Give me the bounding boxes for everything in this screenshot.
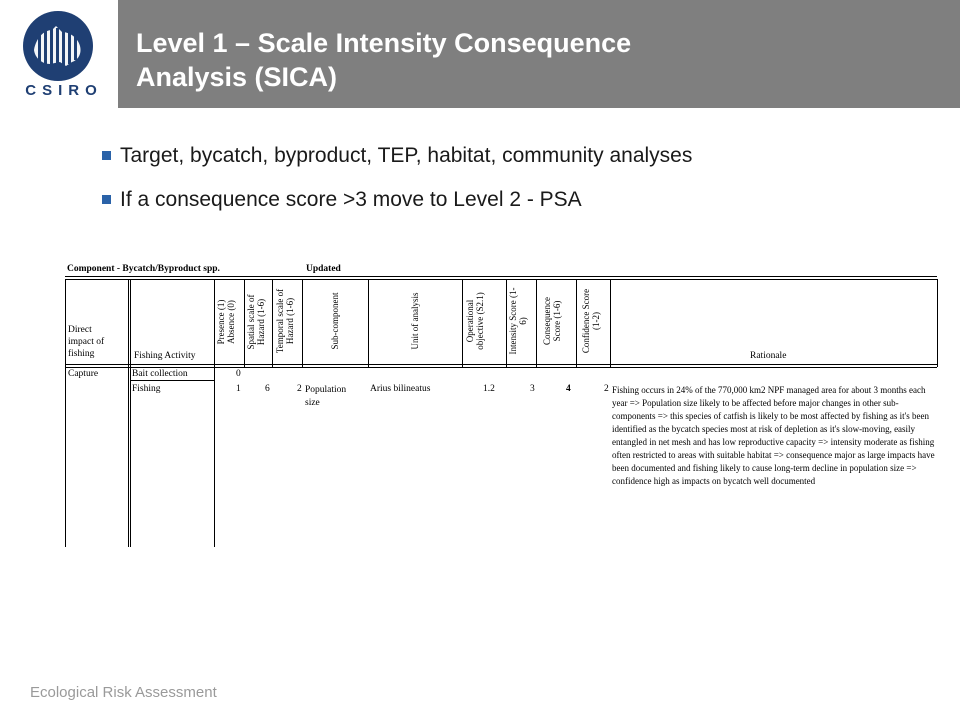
table-border — [244, 279, 245, 367]
csiro-logo — [0, 0, 118, 108]
sica-worksheet — [62, 262, 938, 548]
header-fishing-activity: Fishing Activity — [134, 351, 196, 361]
header-sub-component: Sub-component — [330, 292, 340, 350]
csiro-globe-icon — [20, 10, 96, 82]
table-border — [65, 367, 937, 368]
table-border — [576, 279, 577, 367]
title-bar — [118, 0, 960, 108]
table-border — [130, 279, 131, 547]
footer-label: Ecological Risk Assessment — [30, 684, 217, 701]
cell-impact: Capture — [68, 369, 99, 379]
cell-sub-component: Population size — [305, 385, 347, 408]
updated-label: Updated — [306, 264, 341, 274]
cell-rationale: Fishing occurs in 24% of the 770,000 km2 NPF managed area for about 3 months each year => Population size likely to be affected before major changes in other sub-components => this species of catfish is likely to be most affected by fishing as it's been identified as the bycatch species most at risk of depletion as it's slow-moving, easily entangled in net mesh and has low reproductive capacity => intensity moderate as fishing often restricted to areas with suitable habitat => consequence major as large impacts have been documented and fishing likely to cause long-term decline in population size => confidence high as impacts on bycatch well documented — [612, 385, 935, 486]
cell-spatial: 6 — [265, 384, 270, 394]
cell-temporal: 2 — [297, 384, 302, 394]
header-intensity: Intensity Score (1- 6) — [508, 287, 528, 355]
cell-intensity: 3 — [530, 384, 535, 394]
table-border — [65, 364, 937, 365]
table-border — [462, 279, 463, 367]
bullet-square-icon — [102, 151, 111, 160]
table-border — [610, 279, 611, 367]
component-label: Component - Bycatch/Byproduct spp. — [67, 264, 220, 274]
header-consequence: Consequence Score (1-6) — [542, 297, 562, 345]
table-border — [130, 380, 214, 381]
header-presence: Presence (1) Absence (0) — [216, 299, 236, 345]
table-border — [128, 279, 129, 547]
table-border — [302, 279, 303, 367]
table-border — [65, 279, 66, 547]
bullet-text: Target, bycatch, byproduct, TEP, habitat, community analyses — [120, 144, 693, 167]
header-spatial: Spatial scale of Hazard (1-6) — [246, 294, 266, 350]
table-border — [65, 276, 937, 277]
header-direct-impact: Direct impact of fishing — [68, 325, 105, 359]
header-confidence: Confidence Score (1-2) — [581, 288, 601, 354]
header-temporal: Temporal scale of Hazard (1-6) — [275, 288, 295, 354]
cell-consequence: 4 — [566, 384, 571, 394]
header-operational: Operational objective (S2.1) — [465, 292, 485, 350]
cell-presence: 1 — [236, 384, 241, 394]
cell-confidence: 2 — [604, 384, 609, 394]
table-border — [368, 279, 369, 367]
bullet-item — [100, 182, 920, 226]
cell-presence: 0 — [236, 369, 241, 379]
table-border — [65, 279, 937, 280]
table-border — [937, 279, 938, 367]
table-border — [536, 279, 537, 367]
table-border — [214, 279, 215, 547]
logo-wordmark: CSIRO — [25, 82, 103, 99]
cell-activity: Fishing — [132, 384, 161, 394]
cell-activity: Bait collection — [132, 369, 188, 379]
bullet-square-icon — [102, 195, 111, 204]
header-rationale: Rationale — [750, 351, 787, 361]
slide-title: Level 1 – Scale Intensity Consequence Analysis (SICA) — [136, 28, 632, 92]
table-border — [272, 279, 273, 367]
header-unit: Unit of analysis — [410, 292, 420, 350]
bullet-text: If a consequence score >3 move to Level 2 - PSA — [120, 188, 582, 211]
bullet-item — [100, 138, 920, 182]
cell-unit: Arius bilineatus — [370, 384, 431, 394]
table-border — [506, 279, 507, 367]
cell-operational: 1.2 — [483, 384, 495, 394]
bullet-list — [100, 138, 920, 226]
